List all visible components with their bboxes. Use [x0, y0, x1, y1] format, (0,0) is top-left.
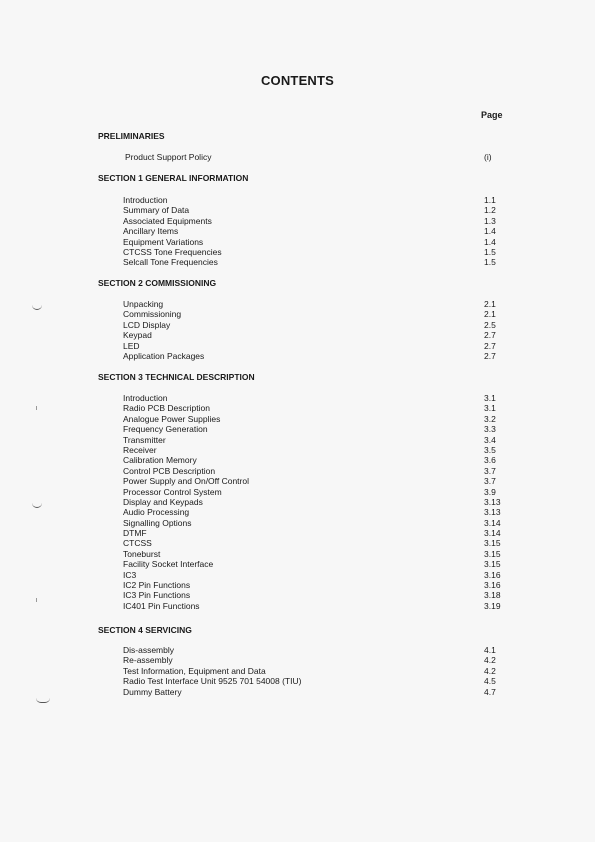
toc-entry-label: CTCSS: [123, 538, 152, 549]
toc-entry-label: Application Packages: [123, 350, 205, 361]
toc-entry-label: LCD Display: [123, 319, 171, 330]
toc-entry[interactable]: [123, 518, 503, 528]
toc-entry[interactable]: [123, 590, 503, 600]
toc-entry-label: Facility Socket Interface: [123, 559, 214, 570]
toc-entry-label: Test Information, Equipment and Data: [123, 665, 266, 676]
toc-entry-label: CTCSS Tone Frequencies: [123, 246, 222, 257]
toc-entry[interactable]: [123, 645, 503, 655]
toc-entry-label: Product Support Policy: [125, 152, 212, 162]
toc-entry-page: 3.9: [484, 486, 496, 497]
section-2-entries: [123, 299, 503, 361]
toc-entry-label: Summary of Data: [123, 205, 190, 216]
toc-entry[interactable]: [123, 403, 503, 413]
section-heading-3: SECTION 3 TECHNICAL DESCRIPTION: [98, 372, 255, 382]
toc-entry-label: Calibration Memory: [123, 455, 197, 466]
toc-entry-page: 1.2: [484, 205, 496, 216]
section-4-entries: [123, 645, 503, 697]
toc-entry[interactable]: [123, 559, 503, 569]
toc-entry[interactable]: [123, 445, 503, 455]
toc-entry-page: 1.1: [484, 195, 496, 205]
toc-entry-label: Control PCB Description: [123, 465, 216, 476]
toc-entry-page: 1.3: [484, 215, 496, 226]
section-3-entries: [123, 393, 503, 611]
toc-entry[interactable]: [123, 528, 503, 538]
section-heading-4: SECTION 4 SERVICING: [98, 625, 192, 635]
toc-entry-label: Radio PCB Description: [123, 403, 210, 414]
toc-entry-page: 4.5: [484, 676, 496, 687]
toc-entry-page: 4.1: [484, 645, 496, 655]
toc-entry[interactable]: [123, 414, 503, 424]
toc-entry[interactable]: [123, 309, 503, 319]
toc-entry[interactable]: [123, 237, 503, 247]
toc-entry-page: 3.7: [484, 476, 496, 487]
toc-entry-page: 1.4: [484, 226, 496, 237]
toc-entry[interactable]: [123, 320, 503, 330]
scan-speck: [36, 598, 37, 602]
toc-entry-label: Audio Processing: [123, 507, 190, 518]
toc-entry[interactable]: [123, 299, 503, 309]
section-heading-1: SECTION 1 GENERAL INFORMATION: [98, 173, 249, 183]
toc-entry-label: IC3 Pin Functions: [123, 590, 191, 601]
binder-mark: [32, 503, 42, 508]
toc-entry-page: 3.2: [484, 413, 496, 424]
toc-entry[interactable]: [123, 666, 503, 676]
section-heading-preliminaries: PRELIMINARIES: [98, 131, 165, 141]
toc-entry[interactable]: [123, 351, 503, 361]
toc-entry-label: DTMF: [123, 528, 147, 539]
toc-entry-page: 3.14: [484, 528, 501, 539]
toc-entry-page: 4.2: [484, 655, 496, 666]
section-preliminaries-entries: [125, 152, 505, 162]
toc-entry[interactable]: [123, 330, 503, 340]
toc-entry[interactable]: [123, 580, 503, 590]
toc-entry-label: Dummy Battery: [123, 686, 182, 697]
toc-entry-label: Equipment Variations: [123, 236, 204, 247]
toc-entry[interactable]: [123, 455, 503, 465]
toc-entry[interactable]: [123, 497, 503, 507]
toc-entry-page: 1.5: [484, 246, 496, 257]
scan-speck: [36, 406, 37, 410]
toc-entry-page: 1.4: [484, 236, 496, 247]
toc-entry-page: 1.5: [484, 257, 496, 268]
toc-entry[interactable]: [123, 257, 503, 267]
section-1-entries: [123, 195, 503, 268]
toc-entry-page: 2.7: [484, 340, 496, 351]
toc-entry-page: 2.1: [484, 299, 496, 309]
toc-entry-page: 3.1: [484, 403, 496, 414]
toc-entry-page: 3.1: [484, 393, 496, 403]
toc-entry-label: Processor Control System: [123, 486, 222, 497]
toc-entry[interactable]: [123, 435, 503, 445]
toc-entry[interactable]: [123, 601, 503, 611]
toc-entry-page: 3.3: [484, 424, 496, 435]
toc-entry-page: 4.7: [484, 686, 496, 697]
toc-entry-label: IC401 Pin Functions: [123, 600, 200, 611]
toc-entry-label: Receiver: [123, 444, 157, 455]
toc-entry[interactable]: [123, 655, 503, 665]
toc-entry-page: 3.4: [484, 434, 496, 445]
section-heading-2: SECTION 2 COMMISSIONING: [98, 278, 217, 288]
toc-entry-label: Power Supply and On/Off Control: [123, 476, 249, 487]
toc-entry-label: Keypad: [123, 330, 152, 341]
toc-entry-label: Introduction: [123, 195, 168, 205]
toc-entry[interactable]: [123, 687, 503, 697]
toc-entry-label: Selcall Tone Frequencies: [123, 257, 218, 268]
toc-entry-label: Radio Test Interface Unit 9525 701 54008 (TIU): [123, 676, 302, 687]
toc-entry[interactable]: [123, 226, 503, 236]
toc-entry-label: LED: [123, 340, 140, 351]
toc-entry[interactable]: [123, 216, 503, 226]
toc-entry-page: 2.5: [484, 319, 496, 330]
toc-entry-page: 2.7: [484, 330, 496, 341]
toc-entry-page: 3.6: [484, 455, 496, 466]
toc-entry-label: Commissioning: [123, 309, 182, 320]
toc-entry[interactable]: [123, 466, 503, 476]
toc-entry-page: 3.16: [484, 580, 501, 591]
toc-entry-page: 3.16: [484, 569, 501, 580]
toc-entry-label: IC3: [123, 569, 137, 580]
toc-entry-page: 3.5: [484, 444, 496, 455]
toc-entry-page: 2.7: [484, 350, 496, 361]
toc-entry-label: Introduction: [123, 393, 168, 403]
toc-entry[interactable]: [123, 538, 503, 548]
toc-entry[interactable]: [123, 476, 503, 486]
toc-entry-label: Re-assembly: [123, 655, 173, 666]
toc-entry[interactable]: [123, 507, 503, 517]
toc-entry-page: 3.13: [484, 507, 501, 518]
toc-entry[interactable]: [123, 570, 503, 580]
toc-entry[interactable]: [123, 195, 503, 205]
toc-entry[interactable]: [123, 205, 503, 215]
toc-entry[interactable]: [123, 676, 503, 686]
binder-mark: [32, 305, 42, 310]
toc-entry-label: Display and Keypads: [123, 496, 203, 507]
toc-entry-label: IC2 Pin Functions: [123, 580, 191, 591]
page-column-header: Page: [481, 110, 503, 120]
toc-entry-label: Dis-assembly: [123, 645, 175, 655]
toc-entry[interactable]: [123, 424, 503, 434]
toc-entry-page: 3.15: [484, 559, 501, 570]
toc-entry-page: 3.18: [484, 590, 501, 601]
binder-mark: [36, 698, 50, 703]
toc-entry-label: Analogue Power Supplies: [123, 413, 221, 424]
toc-entry-page: 3.7: [484, 465, 496, 476]
toc-entry[interactable]: [123, 393, 503, 403]
toc-entry-page: 3.15: [484, 538, 501, 549]
page-title: CONTENTS: [260, 73, 335, 88]
toc-entry-page: 3.15: [484, 548, 501, 559]
toc-entry-label: Frequency Generation: [123, 424, 208, 435]
toc-entry-page: 3.19: [484, 600, 501, 611]
toc-entry[interactable]: [123, 549, 503, 559]
toc-entry[interactable]: [123, 487, 503, 497]
toc-entry-page: 3.14: [484, 517, 501, 528]
toc-entry-label: Ancillary Items: [123, 226, 179, 237]
toc-entry[interactable]: [125, 152, 505, 162]
toc-entry-page: 4.2: [484, 665, 496, 676]
toc-entry-page: 2.1: [484, 309, 496, 320]
toc-entry-page: 3.13: [484, 496, 501, 507]
toc-entry-page: (i): [484, 152, 492, 162]
toc-entry-label: Transmitter: [123, 434, 166, 445]
toc-entry-label: Signalling Options: [123, 517, 192, 528]
toc-entry-label: Toneburst: [123, 548, 161, 559]
toc-entry[interactable]: [123, 341, 503, 351]
toc-entry-label: Unpacking: [123, 299, 164, 309]
toc-entry[interactable]: [123, 247, 503, 257]
toc-entry-label: Associated Equipments: [123, 215, 212, 226]
